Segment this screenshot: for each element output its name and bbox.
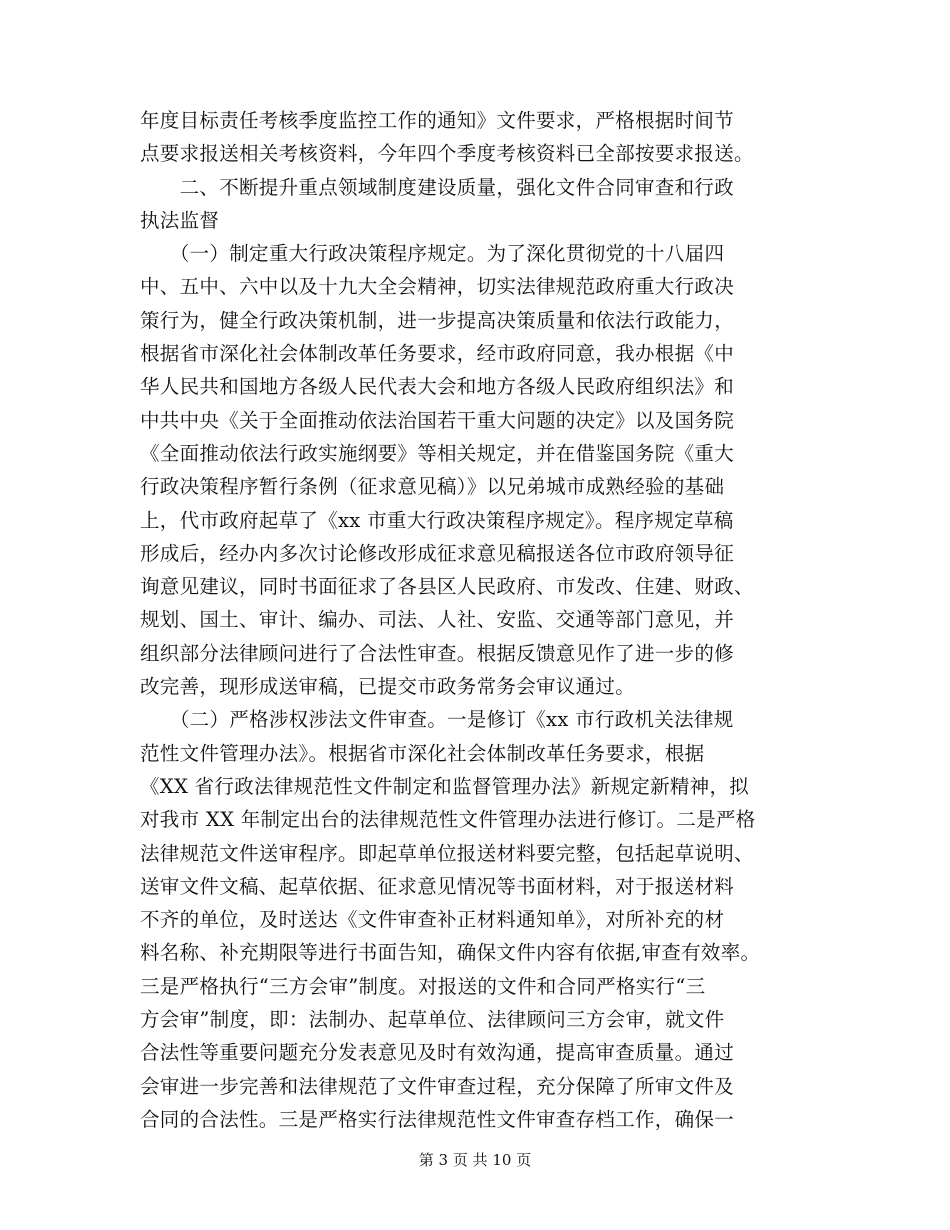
text-line: 对我市 XX 年制定出台的法律规范性文件管理办法进行修订。二是严格	[140, 808, 756, 832]
text-line: 形成后，经办内多次讨论修改形成征求意见稿报送各位市政府领导征	[140, 541, 735, 565]
text-line: 合同的合法性。三是严格实行法律规范性文件审查存档工作，确保一	[140, 1107, 735, 1131]
page-footer: 第 3 页 共 10 页	[418, 1151, 532, 1169]
text-line: 华人民共和国地方各级人民代表大会和地方各级人民政府组织法》和	[140, 375, 735, 399]
text-line: 组织部分法律顾问进行了合法性审查。根据反馈意见作了进一步的修	[140, 641, 735, 665]
text-line: 询意见建议，同时书面征求了各县区人民政府、市发改、住建、财政、	[140, 575, 754, 599]
text-line: 上，代市政府起草了《xx 市重大行政决策程序规定》。程序规定草稿	[140, 508, 734, 532]
text-line: 中、五中、六中以及十九大全会精神，切实法律规范政府重大行政决	[140, 275, 735, 299]
text-line: （一）制定重大行政决策程序规定。为了深化贯彻党的十八届四	[140, 242, 725, 266]
text-line: 不齐的单位，及时送达《文件审查补正材料通知单》，对所补充的材	[140, 908, 725, 932]
text-line: 规划、国土、审计、编办、司法、人社、安监、交通等部门意见，并	[140, 608, 735, 632]
body-text	[140, 104, 820, 1136]
text-line: 方会审”制度，即：法制办、起草单位、法律顾问三方会审，就文件	[140, 1008, 725, 1032]
text-line: （二）严格涉权涉法文件审查。一是修订《xx 市行政机关法律规	[140, 708, 734, 732]
text-line: 根据省市深化社会体制改革任务要求，经市政府同意，我办根据《中	[140, 342, 735, 366]
text-line: 中共中央《关于全面推动依法治国若干重大问题的决定》以及国务院	[140, 408, 735, 432]
text-line: 《XX 省行政法律规范性文件制定和监督管理办法》新规定新精神，拟	[140, 774, 750, 798]
text-line: 策行为，健全行政决策机制，进一步提高决策质量和依法行政能力，	[140, 308, 735, 332]
text-line: 点要求报送相关考核资料，今年四个季度考核资料已全部按要求报送。	[140, 142, 754, 166]
text-line: 改完善，现形成送审稿，已提交市政务常务会审议通过。	[140, 675, 636, 699]
section-heading-line: 二、不断提升重点领域制度建设质量，强化文件合同审查和行政	[140, 175, 735, 199]
text-line: 会审进一步完善和法律规范了文件审查过程，充分保障了所审文件及	[140, 1074, 735, 1098]
text-line: 年度目标责任考核季度监控工作的通知》文件要求，严格根据时间节	[140, 109, 735, 132]
text-line: 送审文件文稿、起草依据、征求意见情况等书面材料，对于报送材料	[140, 874, 735, 898]
text-line: 合法性等重要问题充分发表意见及时有效沟通，提高审查质量。通过	[140, 1041, 735, 1065]
text-line: 范性文件管理办法》。根据省市深化社会体制改革任务要求，根据	[140, 741, 705, 765]
text-line: 料名称、补充期限等进行书面告知，确保文件内容有依据,审查有效率。	[140, 941, 761, 965]
text-line: 三是严格执行“三方会审”制度。对报送的文件和合同严格实行“三	[140, 974, 706, 998]
text-line: 行政决策程序暂行条例（征求意见稿）》以兄弟城市成熟经验的基础	[140, 475, 725, 499]
section-heading-line: 执法监督	[140, 208, 220, 232]
text-line: 《全面推动依法行政实施纲要》等相关规定，并在借鉴国务院《重大	[140, 441, 735, 465]
text-line: 法律规范文件送审程序。即起草单位报送材料要完整，包括起草说明、	[140, 841, 754, 865]
